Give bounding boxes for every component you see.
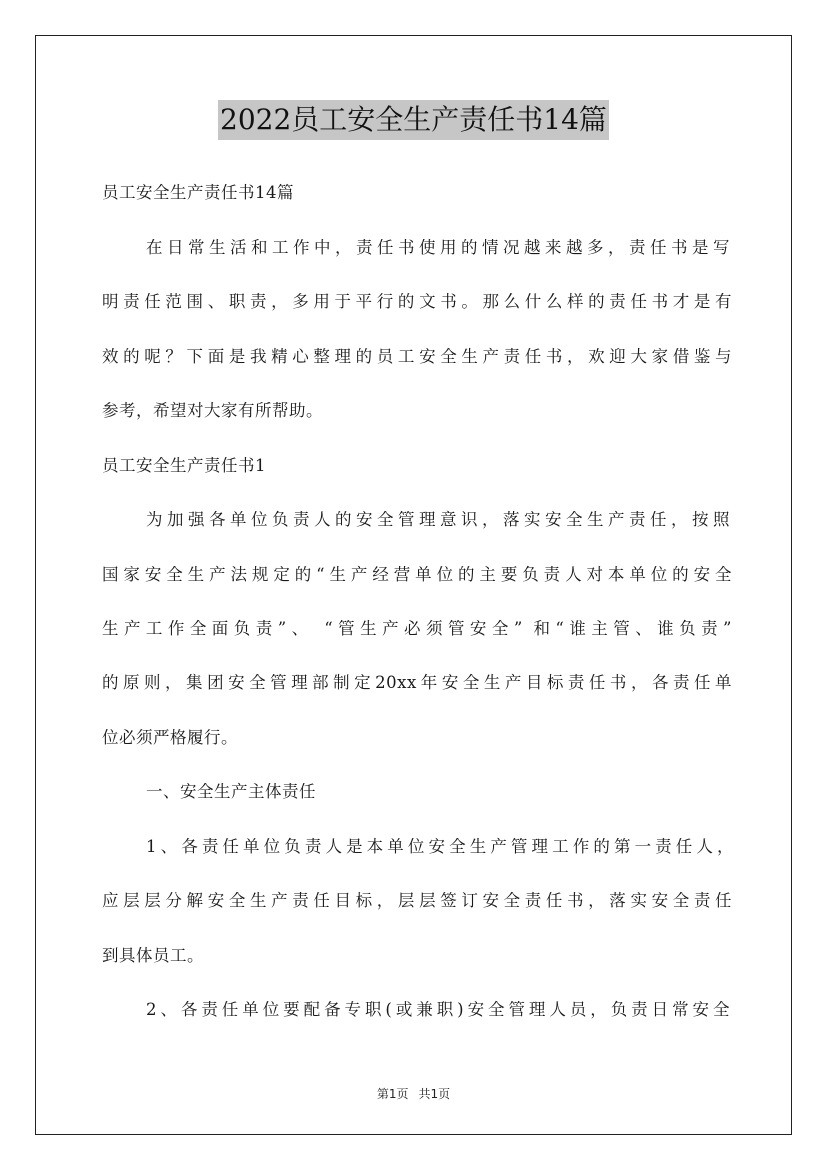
- section1-line-5: 位必须严格履行。: [102, 728, 238, 747]
- page-number: 第1页: [376, 1087, 409, 1101]
- intro-line-1: 在日常生活和工作中，责任书使用的情况越来越多，责任书是写: [146, 238, 730, 257]
- document-subtitle: 员工安全生产责任书14篇: [102, 183, 294, 202]
- item1-line-2: 应层层分解安全生产责任目标，层层签订安全责任书，落实安全责任: [102, 891, 732, 910]
- section1-line-2: 国家安全生产法规定的“生产经营单位的主要负责人对本单位的安全: [102, 565, 732, 584]
- section1-line-3: 生产工作全面负责”、 “管生产必须管安全” 和“谁主管、谁负责”: [102, 619, 732, 638]
- item1-line-3: 到具体员工。: [102, 946, 204, 965]
- section1-line-1: 为加强各单位负责人的安全管理意识，落实安全生产责任，按照: [146, 510, 730, 529]
- item2-line-1: 2、各责任单位要配备专职(或兼职)安全管理人员，负责日常安全: [146, 1000, 730, 1019]
- intro-line-4: 参考，希望对大家有所帮助。: [102, 401, 323, 420]
- item1-line-1: 1、各责任单位负责人是本单位安全生产管理工作的第一责任人，: [146, 837, 734, 856]
- section1-line-4: 的原则，集团安全管理部制定20xx年安全生产目标责任书，各责任单: [102, 673, 732, 692]
- page-footer: [0, 1086, 827, 1102]
- intro-line-2: 明责任范围、职责，多用于平行的文书。那么什么样的责任书才是有: [102, 292, 732, 311]
- document-title: 2022员工安全生产责任书14篇: [218, 100, 609, 140]
- title-block: [0, 100, 827, 140]
- part1-heading: 一、安全生产主体责任: [146, 782, 316, 801]
- section1-heading: 员工安全生产责任书1: [102, 456, 266, 475]
- intro-line-3: 效的呢？下面是我精心整理的员工安全生产责任书，欢迎大家借鉴与: [102, 347, 732, 366]
- page-total: 共1页: [418, 1087, 451, 1101]
